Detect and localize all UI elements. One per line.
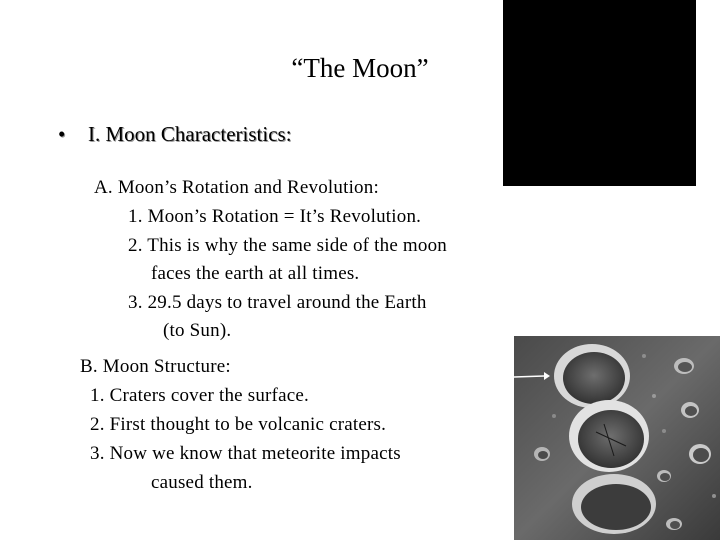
section-b-heading: B. Moon Structure: [80, 356, 231, 377]
slide-title: “The Moon” [291, 53, 429, 83]
section-b-item: 3. Now we know that meteorite impacts [90, 443, 401, 464]
section-a-item: 1. Moon’s Rotation = It’s Revolution. [128, 206, 422, 227]
bullet-heading [58, 120, 292, 148]
bullet-heading-text: I. Moon Characteristics: [88, 122, 292, 146]
lunar-craters-photo [514, 336, 720, 540]
section-b-item-continued: caused them. [151, 472, 253, 493]
pointer-arrow-icon [514, 370, 550, 384]
section-b-item: 1. Craters cover the surface. [90, 385, 309, 406]
section-a-item-continued: (to Sun). [163, 320, 232, 341]
bullet-marker: • [58, 122, 66, 146]
section-a-heading: A. Moon’s Rotation and Revolution: [94, 177, 379, 198]
section-b-item: 2. First thought to be volcanic craters. [90, 414, 387, 435]
section-a-item: 2. This is why the same side of the moon [128, 235, 448, 256]
moon-photo-dark [503, 0, 696, 186]
section-a-item: 3. 29.5 days to travel around the Earth [128, 292, 427, 313]
section-a-item-continued: faces the earth at all times. [151, 263, 360, 284]
